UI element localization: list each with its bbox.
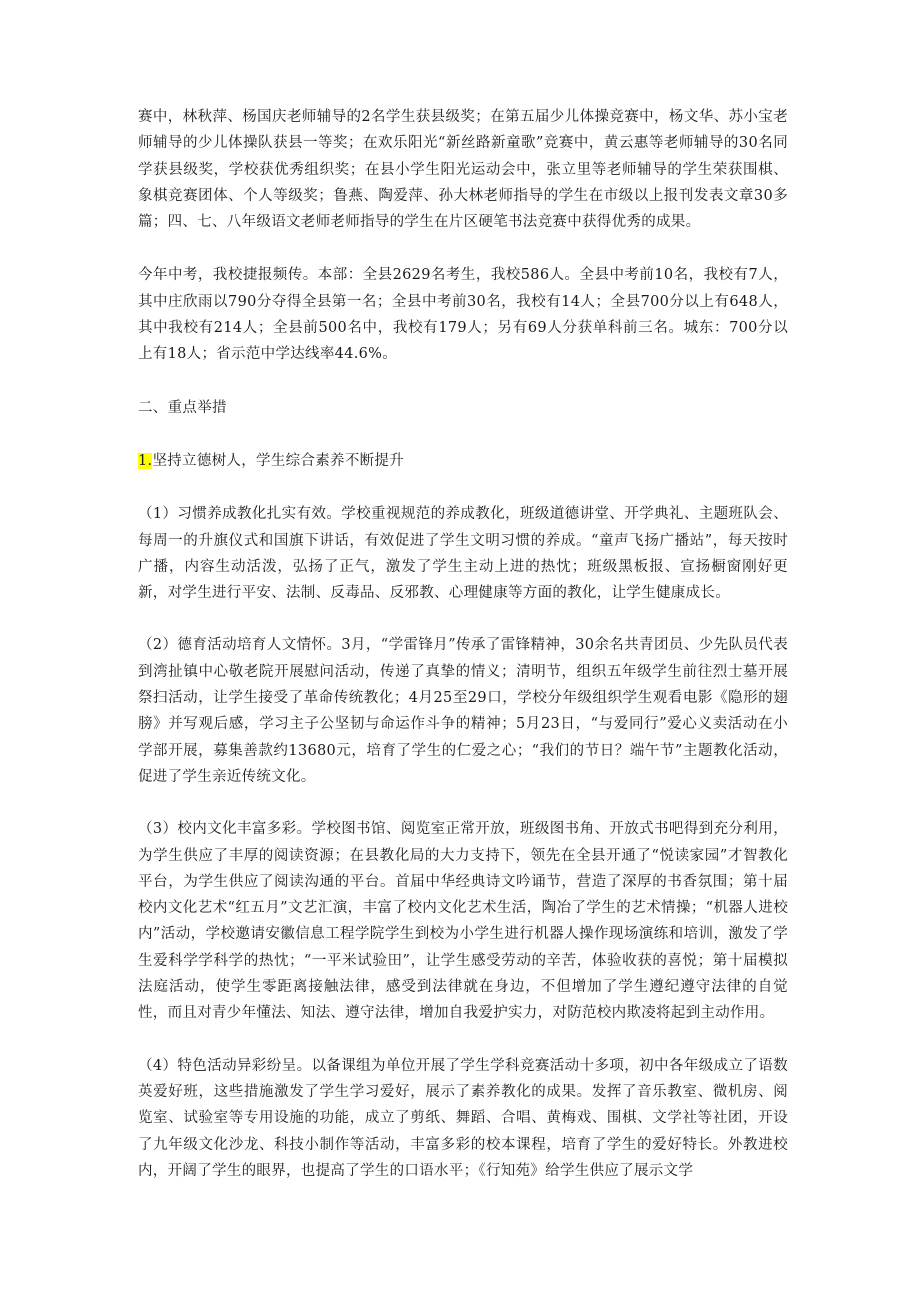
highlighted-number: 1. xyxy=(138,452,153,469)
paragraph-special-activities: （4）特色活动异彩纷呈。以备课组为单位开展了学生学科竞赛活动十多项，初中各年级成立了语数英爱好班，这些措施激发了学生学习爱好，展示了素养教化的成果。发挥了音乐教室、微机房、阅览室、试验室等专用设施的功能，成立了剪纸、舞蹈、合唱、黄梅戏、围棋、文学社等社团，开设了九年级文化沙龙、科技小制作等活动，丰富多彩的校本课程，培育了学生的爱好特长。外教进校内，开阔了学生的眼界，也提高了学生的口语水平；《行知苑》给学生供应了展示文学 xyxy=(138,1057,788,1179)
subheading xyxy=(138,448,788,474)
subheading-text: 坚持立德树人，学生综合素养不断提升 xyxy=(152,452,405,469)
paragraph-exam-results: 今年中考，我校捷报频传。本部：全县2629名考生，我校586人。全县中考前10名，我校有7人，其中庄欣雨以790分夺得全县第一名；全县中考前30名，我校有14人；全县700分以上有648人，其中我校有214人；全县前500名中，我校有179人；另有69人分获单科前三名。城东：700分以上有18人；省示范中学达线率44.6%。 xyxy=(138,267,788,363)
paragraph-habits: （1）习惯养成教化扎实有效。学校重视规范的养成教化，班级道德讲堂、开学典礼、主题班队会、每周一的升旗仪式和国旗下讲话，有效促进了学生文明习惯的养成。“童声飞扬广播站”，每天按时广播，内容生动活泼，弘扬了正气，激发了学生主动上进的热忱；班级黑板报、宣扬橱窗刚好更新，对学生进行平安、法制、反毒品、反邪教、心理健康等方面的教化，让学生健康成长。 xyxy=(138,506,788,602)
paragraph-awards: 赛中，林秋萍、杨国庆老师辅导的2名学生获县级奖；在第五届少儿体操竞赛中，杨文华、苏小宝老师辅导的少儿体操队获县一等奖；在欢乐阳光“新丝路新童歌”竞赛中，黄云惠等老师辅导的30名同学获县级奖，学校获优秀组织奖；在县小学生阳光运动会中，张立里等老师辅导的学生荣获围棋、象棋竞赛团体、个人等级奖；鲁燕、陶爱萍、孙大林老师指导的学生在市级以上报刊发表文章30多篇；四、七、八年级语文老师老师指导的学生在片区硬笔书法竞赛中获得优秀的成果。 xyxy=(138,109,788,231)
paragraph-moral-education: （2）德育活动培育人文情怀。3月，“学雷锋月”传承了雷锋精神，30余名共青团员、少先队员代表到湾扯镇中心敬老院开展慰问活动，传递了真挚的情义；清明节，组织五年级学生前往烈士墓开展祭扫活动，让学生接受了革命传统教化；4月25至29口，学校分年级组织学生观看电影《隐形的翅膀》并写观后感，学习主子公坚韧与命运作斗争的精神；5月23日，“与爱同行”爱心义卖活动在小学部开展，募集善款约13680元，培育了学生的仁爱之心；“我们的节日？端午节”主题教化活动，促进了学生亲近传统文化。 xyxy=(138,637,788,785)
document-body xyxy=(138,104,788,1184)
section-heading: 二、重点举措 xyxy=(138,399,227,416)
paragraph-campus-culture: （3）校内文化丰富多彩。学校图书馆、阅览室正常开放，班级图书角、开放式书吧得到充分利用，为学生供应了丰厚的阅读资源；在县教化局的大力支持下，领先在全县开通了“悦读家园”才智教化平台，为学生供应了阅读沟通的平台。首届中华经典诗文吟诵节，营造了深厚的书香氛围；第十届校内文化艺术“红五月”文艺汇演，丰富了校内文化艺术生活，陶冶了学生的艺术情操；“机器人进校内”活动，学校邀请安徽信息工程学院学生到校为小学生进行机器人操作现场演练和培训，激发了学生爱科学学科学的热忱；“一平米试验田”，让学生感受劳动的辛苦，体验收获的喜悦；第十届模拟法庭活动，使学生零距离接触法律，感受到法律就在身边，不但增加了学生遵纪遵守法律的自觉性，而且对青少年懂法、知法、遵守法律，增加自我爱护实力，对防范校内欺凌将起到主动作用。 xyxy=(138,821,788,1022)
